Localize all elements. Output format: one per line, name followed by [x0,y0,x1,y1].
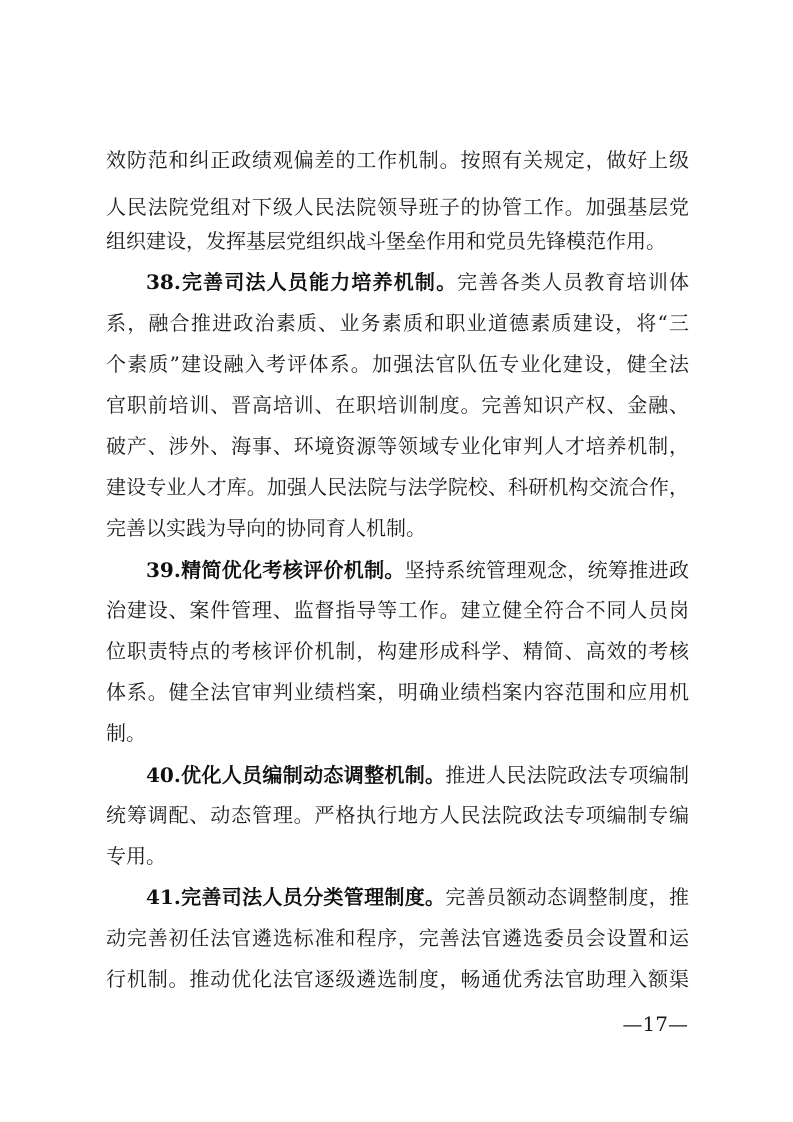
paragraph-line: 动完善初任法官遴选标准和程序，完善法官遴选委员会设置和运 [106,926,689,950]
item-39-first-text: 坚持系统管理观念，统筹推进政 [404,558,689,582]
paragraph-line: 效防范和纠正政绩观偏差的工作机制。按照有关规定，做好上级 [106,148,689,172]
paragraph-line: 专用。 [106,844,166,868]
item-39-first-line [146,557,689,583]
item-41-heading: 41.完善司法人员分类管理制度。 [146,885,446,909]
paragraph-line: 统筹调配、动态管理。严格执行地方人民法院政法专项编制专编 [106,803,689,827]
paragraph-line: 治建设、案件管理、监督指导等工作。建立健全符合不同人员岗 [106,598,689,622]
paragraph-line: 制。 [106,721,146,745]
item-38-first-text: 完善各类人员教育培训体 [457,270,690,294]
paragraph-line: 位职责特点的考核评价机制，构建形成科学、精简、高效的考核 [106,639,689,663]
item-41-first-text: 完善员额动态调整制度，推 [445,885,689,909]
paragraph-line: 建设专业人才库。加强人民法院与法学院校、科研机构交流合作， [106,475,689,499]
item-40-heading: 40.优化人员编制动态调整机制。 [146,763,446,787]
item-41-first-line [146,884,689,910]
item-40-first-line [146,762,689,788]
paragraph-line: 个素质”建设融入考评体系。加强法官队伍专业化建设，健全法 [106,352,689,376]
item-40-first-text: 推进人民法院政法专项编制 [445,763,689,787]
item-38-heading: 38.完善司法人员能力培养机制。 [146,270,458,294]
paragraph-line: 行机制。推动优化法官逐级遴选制度，畅通优秀法官助理入额渠 [106,967,689,991]
paragraph-line: 破产、涉外、海事、环境资源等领域专业化审判人才培养机制， [106,434,689,458]
paragraph-line: 人民法院党组对下级人民法院领导班子的协管工作。加强基层党 [106,195,689,219]
paragraph-line: 系，融合推进政治素质、业务素质和职业道德素质建设，将“三 [106,311,689,335]
paragraph-line: 体系。健全法官审判业绩档案，明确业绩档案内容范围和应用机 [106,680,689,704]
item-39-heading: 39.精简优化考核评价机制。 [146,558,405,582]
page-number: —17— [622,1012,688,1036]
paragraph-line: 组织建设，发挥基层党组织战斗堡垒作用和党员先锋模范作用。 [106,229,666,253]
item-38-first-line [146,269,689,295]
paragraph-line: 完善以实践为导向的协同育人机制。 [106,516,426,540]
paragraph-line: 官职前培训、晋高培训、在职培训制度。完善知识产权、金融、 [106,393,689,417]
